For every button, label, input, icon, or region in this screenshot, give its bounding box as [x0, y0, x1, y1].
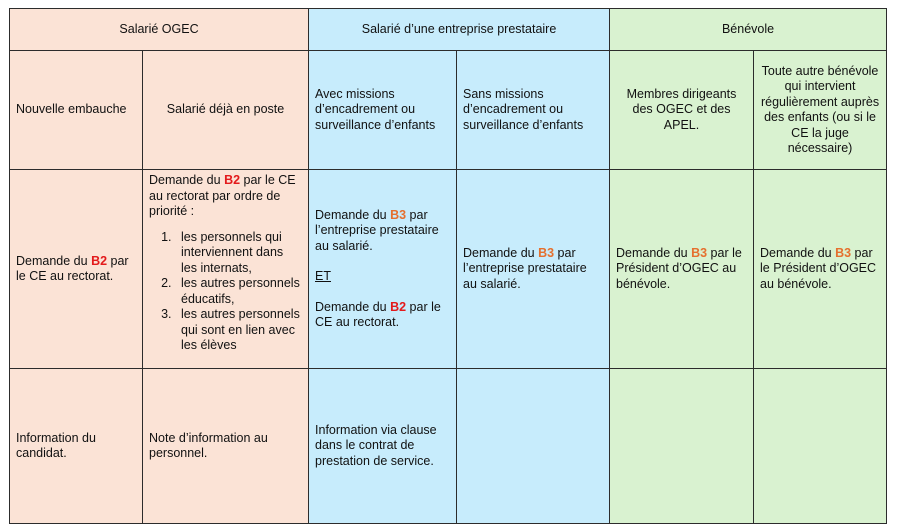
header-row [10, 9, 887, 51]
code-b2: B2 [224, 173, 241, 187]
cell-demande-avec: Demande du B3 par l’entreprise prestataire au salarié. ET Demande du B2 par le CE au rectorat. [309, 170, 457, 369]
cell-info-sans [457, 369, 610, 524]
et-label: ET [315, 269, 331, 283]
header-ogec: Salarié OGEC [10, 9, 309, 51]
priority-list [149, 230, 302, 354]
list-item: 2. les autres personnels éducatifs, [175, 276, 302, 307]
header-benevole: Bénévole [610, 9, 887, 51]
document-frame [9, 8, 887, 524]
list-item: 3. les autres personnels qui sont en lien avec les élèves [175, 307, 302, 354]
code-b3: B3 [390, 207, 407, 222]
subheader-sans-missions: Sans missions d’encadrement ou surveillance d’enfants [457, 51, 610, 170]
cell-info-autre [754, 369, 887, 524]
information-row [10, 369, 887, 524]
cell-info-nouvelle: Information du candidat. [10, 369, 143, 524]
text: par le CE au rectorat. [16, 253, 129, 283]
code-b2: B2 [390, 299, 407, 314]
verification-table [9, 8, 887, 524]
demande-row [10, 170, 887, 369]
text: Demande du [16, 253, 92, 268]
cell-demande-nouvelle [10, 170, 143, 369]
subheader-avec-missions: Avec missions d’encadrement ou surveillance d’enfants [309, 51, 457, 170]
cell-info-membres [610, 369, 754, 524]
cell-info-deja: Note d’information au personnel. [143, 369, 309, 524]
subheader-row [10, 51, 887, 170]
code-b3: B3 [538, 245, 555, 260]
subheader-autre-benevole: Toute autre bénévole qui intervient régulièrement auprès des enfants (ou si le CE la juge nécessaire) [754, 51, 887, 170]
cell-demande-autre: Demande du B3 par le Président d’OGEC au bénévole. [754, 170, 887, 369]
list-item: 1. les personnels qui interviennent dans les internats, [175, 230, 302, 277]
code-b3: B3 [835, 245, 852, 260]
code-b2: B2 [91, 253, 108, 268]
header-prestataire: Salarié d’une entreprise prestataire [309, 9, 610, 51]
subheader-nouvelle-embauche: Nouvelle embauche [10, 51, 143, 170]
subheader-salarie-deja: Salarié déjà en poste [143, 51, 309, 170]
cell-demande-sans: Demande du B3 par l’entreprise prestataire au salarié. [457, 170, 610, 369]
code-b3: B3 [691, 245, 708, 260]
cell-info-avec: Information via clause dans le contrat de prestation de service. [309, 369, 457, 524]
cell-demande-membres: Demande du B3 par le Président d’OGEC au bénévole. [610, 170, 754, 369]
intro-text: Demande du B2 par le CE au rectorat par ordre de priorité : [149, 173, 296, 218]
cell-demande-deja [143, 170, 309, 369]
subheader-membres-dirigeants: Membres dirigeants des OGEC et des APEL. [610, 51, 754, 170]
